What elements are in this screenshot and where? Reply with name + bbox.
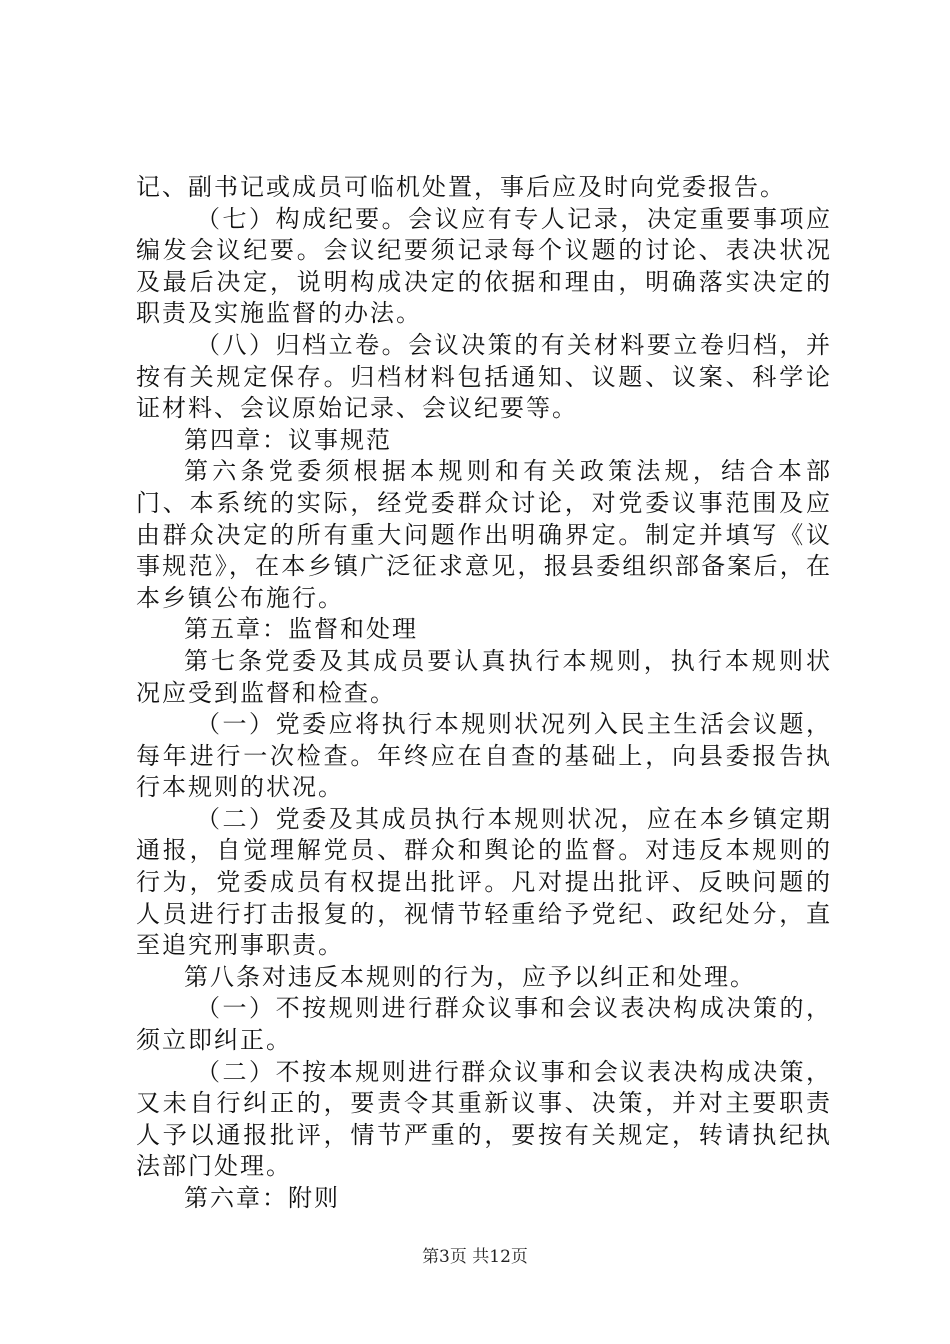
article-8-item-2: （二）不按本规则进行群众议事和会议表决构成决策，又未自行纠正的，要责令其重新议事、决策，并对主要职责人予以通报批评，情节严重的，要按有关规定，转请执纪执法部门处理。	[136, 1057, 832, 1181]
chapter-heading-6: 第六章：附则	[184, 1184, 340, 1212]
paragraph-continuation: 记、副书记或成员可临机处置，事后应及时向党委报告。	[136, 173, 786, 201]
article-8: 第八条对违反本规则的行为，应予以纠正和处理。	[184, 962, 756, 991]
article-7-item-1: （一）党委应将执行本规则状况列入民主生活会议题，每年进行一次检查。年终应在自查的基础上，向县委报告执行本规则的状况。	[136, 710, 832, 802]
document-body	[136, 172, 832, 1215]
article-8-item-1: （一）不按规则进行群众议事和会议表决构成决策的，须立即纠正。	[136, 994, 832, 1055]
paragraph-item-7: （七）构成纪要。会议应有专人记录，决定重要事项应编发会议纪要。会议纪要须记录每个议题的讨论、表决状况及最后决定，说明构成决定的依据和理由，明确落实决定的职责及实施监督的办法。	[136, 204, 832, 328]
chapter-heading-4: 第四章：议事规范	[184, 425, 392, 454]
page-number-footer: 第3页 共12页	[422, 1247, 528, 1267]
chapter-heading-5: 第五章：监督和处理	[184, 615, 418, 644]
article-7: 第七条党委及其成员要认真执行本规则，执行本规则状况应受到监督和检查。	[136, 646, 832, 707]
article-6: 第六条党委须根据本规则和有关政策法规，结合本部门、本系统的实际，经党委群众讨论，对党委议事范围及应由群众决定的所有重大问题作出明确界定。制定并填写《议事规范》，在本乡镇广泛征求意见，报县委组织部备案后，在本乡镇公布施行。	[136, 457, 832, 612]
paragraph-item-8: （八）归档立卷。会议决策的有关材料要立卷归档，并按有关规定保存。归档材料包括通知、议题、议案、科学论证材料、会议原始记录、会议纪要等。	[136, 330, 832, 423]
article-7-item-2: （二）党委及其成员执行本规则状况，应在本乡镇定期通报，自觉理解党员、群众和舆论的监督。对违反本规则的行为，党委成员有权提出批评。凡对提出批评、反映问题的人员进行打击报复的，视情节轻重给予党纪、政纪处分，直至追究刑事职责。	[136, 804, 832, 960]
